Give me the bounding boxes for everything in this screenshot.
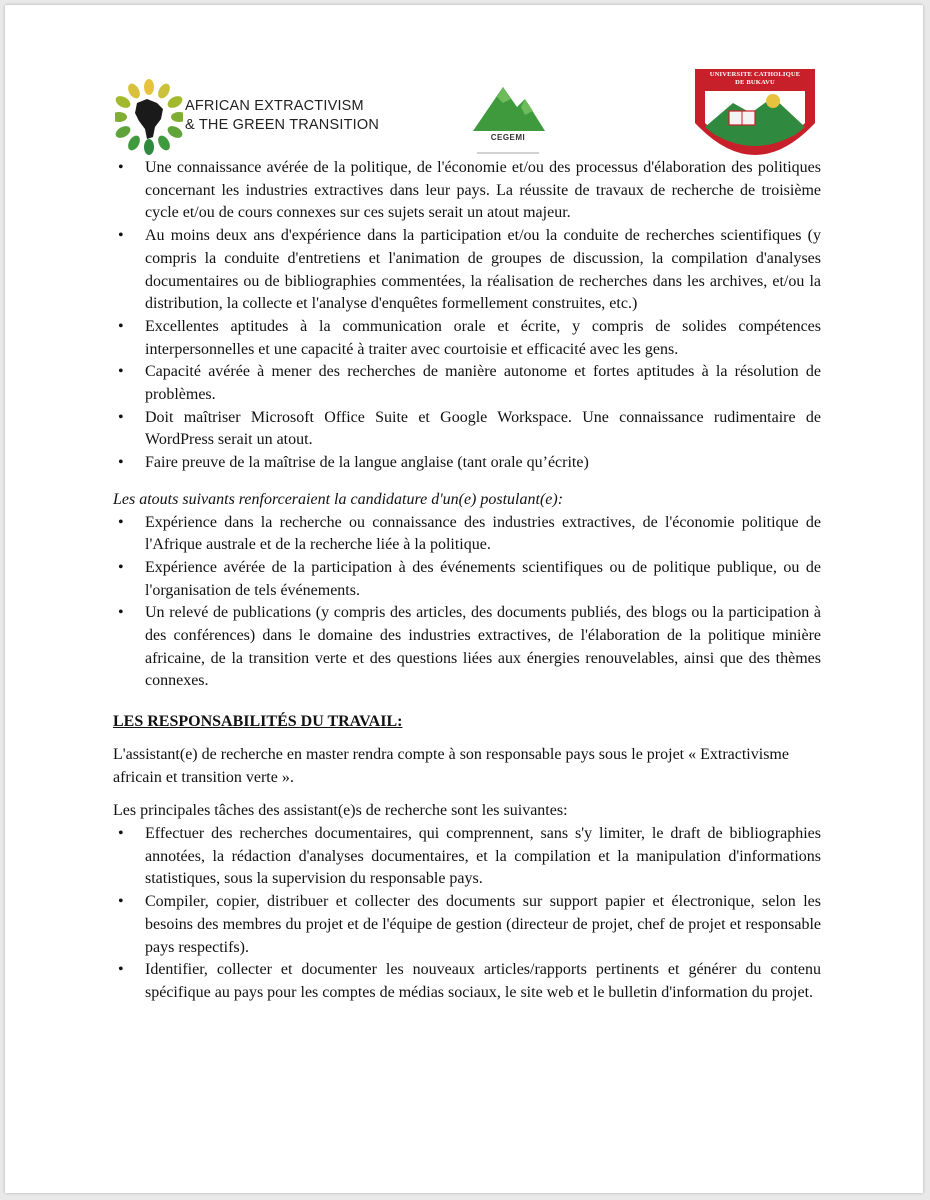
tasks-intro: Les principales tâches des assistant(e)s de recherche sont les suivantes: <box>113 802 568 820</box>
list-item: • Doit maîtriser Microsoft Office Suite et Google Workspace. Une connaissance rudimentaire de WordPress serait un atout. <box>113 407 821 452</box>
wordmark-line-2: & THE GREEN TRANSITION <box>185 117 380 133</box>
letterhead <box>5 5 923 165</box>
list-item: • Faire preuve de la maîtrise de la langue anglaise (tant orale qu’écrite) <box>113 452 821 475</box>
list-item: • Identifier, collecter et documenter les nouveaux articles/rapports pertinents et générer du contenu spécifique au pays pour les comptes de médias sociaux, le site web et le bulletin d'information du projet. <box>113 959 821 1004</box>
assets-intro: Les atouts suivants renforceraient la candidature d'un(e) postulant(e): <box>113 490 564 508</box>
document-body <box>113 157 821 1005</box>
list-item: • Un relevé de publications (y compris des articles, des documents publiés, des blogs ou la participation à des conférences) dans le domaine des industries extractives, de l'élaboration de la politique minière africaine, de la transition verte et des questions liées aux énergies renouvelables, ainsi que des thèmes connexes. <box>113 602 821 693</box>
list-item: • Expérience avérée de la participation à des événements scientifiques ou de politique publique, ou de l'organisation de tels événements. <box>113 557 821 602</box>
cegemi-wordmark: CEGEMI <box>490 133 526 142</box>
list-item: • Expérience dans la recherche ou connaissance des industries extractives, de l'économie politique de l'Afrique australe et de la recherche liée à la politique. <box>113 512 821 557</box>
africa-leaf-ring-icon <box>115 77 183 157</box>
document-page <box>5 5 923 1193</box>
cegemi-logo <box>467 73 549 163</box>
african-extractivism-logo <box>115 77 380 157</box>
ucb-seal-text-line-1: UNIVERSITE CATHOLIQUE <box>709 71 801 78</box>
list-item: • Au moins deux ans d'expérience dans la participation et/ou la conduite de recherches scientifiques (y compris la conduite d'entretiens et l'animation de groupes de discussion, la compilation d'analyses documentaires ou de bibliographies commentées, la réalisation de recherches dans les archives, et/ou la distribution, la collecte et l'analyse d'enquêtes formellement construites, etc.) <box>113 225 821 316</box>
list-item: • Effectuer des recherches documentaires, qui comprennent, sans s'y limiter, le draft de bibliographies annotées, la rédaction d'analyses documentaires, et la compilation et la manipulation d'informations statistiques, sous la supervision du responsable pays. <box>113 823 821 891</box>
reporting-line-paragraph: L'assistant(e) de recherche en master rendra compte à son responsable pays sous le projet « Extractivisme africain et transition verte ». <box>113 745 789 786</box>
list-item: • Capacité avérée à mener des recherches de manière autonome et fortes aptitudes à la résolution de problèmes. <box>113 361 821 406</box>
tasks-list <box>113 823 821 1005</box>
section-heading: LES RESPONSABILITÉS DU TRAVAIL: <box>113 713 403 731</box>
list-item: • Compiler, copier, distribuer et collecter des documents sur support papier et électronique, selon les besoins des membres du projet et de l'équipe de gestion (directeur de projet, chef de projet et responsable pays respectifs). <box>113 891 821 959</box>
requirements-list <box>113 157 821 475</box>
ucb-seal-logo <box>693 67 817 159</box>
list-item: • Excellentes aptitudes à la communication orale et écrite, y compris de solides compétences interpersonnelles et une capacité à traiter avec courtoisie et efficacité avec les gens. <box>113 316 821 361</box>
ucb-seal-text-line-2: DE BUKAVU <box>735 79 775 86</box>
list-item: • Une connaissance avérée de la politique, de l'économie et/ou des processus d'élaboration des politiques concernant les industries extractives dans leur pays. La réussite de travaux de recherche de troisième cycle et/ou de cours connexes sur ces sujets serait un atout majeur. <box>113 157 821 225</box>
african-extractivism-wordmark <box>185 97 379 135</box>
wordmark-line-1: AFRICAN EXTRACTIVISM <box>185 98 364 114</box>
assets-list <box>113 512 821 694</box>
mountain-icon <box>467 73 549 163</box>
